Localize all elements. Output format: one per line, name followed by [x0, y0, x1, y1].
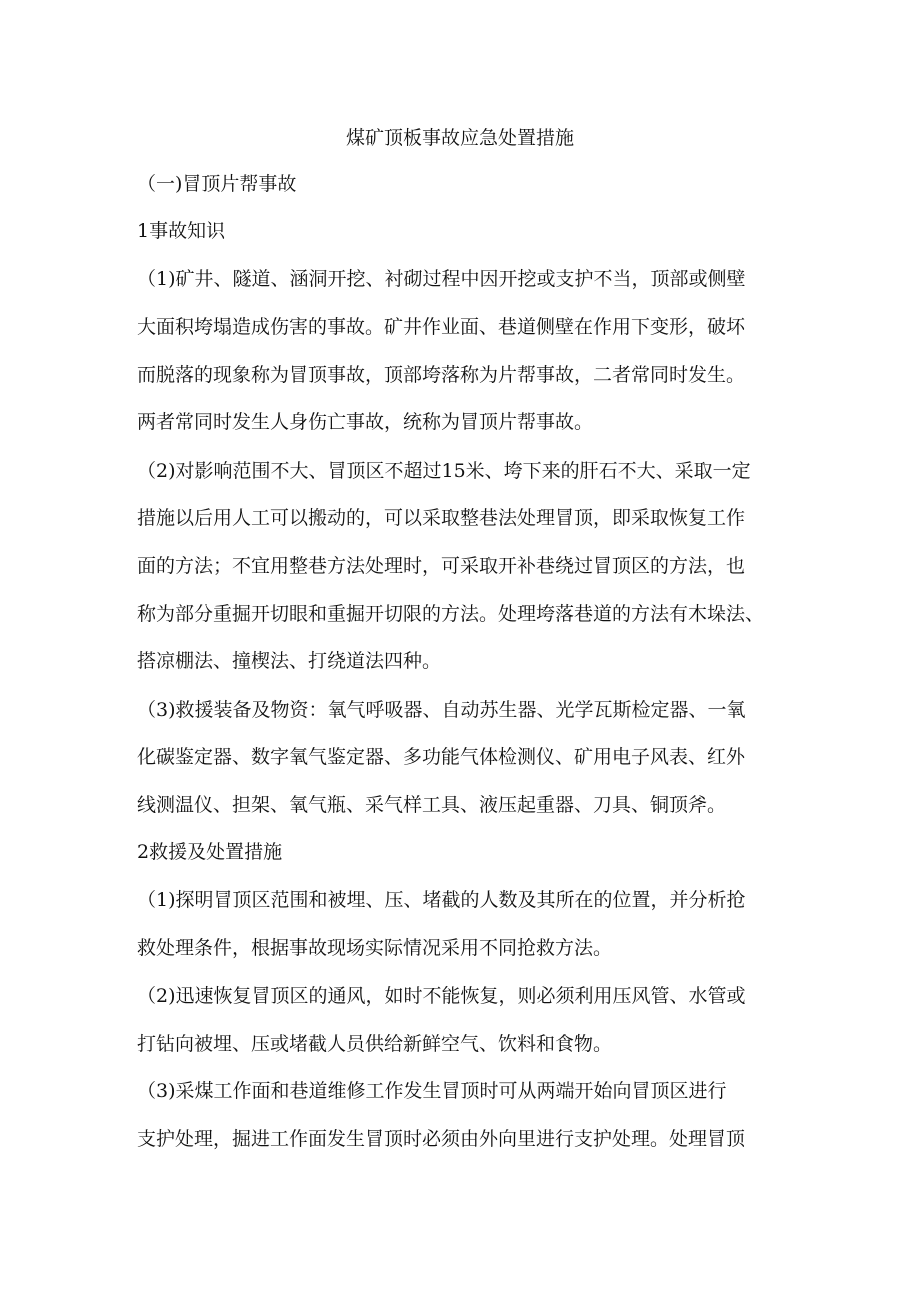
paragraph-line: 称为部分重掘开切眼和重掘开切限的方法。处理垮落巷道的方法有木垛法、 — [137, 603, 765, 625]
section-heading: （一)冒顶片帮事故 — [137, 173, 297, 195]
paragraph-line: 而脱落的现象称为冒顶事故，顶部垮落称为片帮事故，二者常同时发生。 — [137, 364, 746, 386]
paragraph-line: 支护处理，掘进工作面发生冒顶时必须由外向里进行支护处理。处理冒顶 — [137, 1128, 746, 1150]
paragraph-line: 大面积垮塌造成伤害的事故。矿井作业面、巷道侧壁在作用下变形，破坏 — [137, 316, 746, 338]
paragraph-line: （2)对影响范围不大、冒顶区不超过15米、垮下来的肝石不大、采取一定 — [137, 460, 751, 482]
paragraph-line: 线测温仪、担架、氧气瓶、采气样工具、液压起重器、刀具、铜顶斧。 — [137, 794, 727, 816]
paragraph-line: 措施以后用人工可以搬动的，可以采取整巷法处理冒顶，即采取恢复工作 — [137, 507, 746, 529]
paragraph-line: 面的方法；不宜用整巷方法处理时，可采取开补巷绕过冒顶区的方法，也 — [137, 555, 746, 577]
paragraph-line: 搭凉棚法、撞楔法、打绕道法四种。 — [137, 650, 442, 672]
subsection-heading: 1事故知识 — [137, 220, 226, 242]
paragraph-line: 打钻向被埋、压或堵截人员供给新鲜空气、饮料和食物。 — [137, 1033, 613, 1055]
paragraph-line: 化碳鉴定器、数字氧气鉴定器、多功能气体检测仪、矿用电子风表、红外 — [137, 746, 746, 768]
paragraph-line: （1)矿井、隧道、涵洞开挖、衬砌过程中因开挖或支护不当，顶部或侧壁 — [137, 268, 746, 290]
paragraph-line: （3)救援装备及物资：氧气呼吸器、自动苏生器、光学瓦斯检定器、一氧 — [137, 699, 746, 721]
paragraph-line: （1)探明冒顶区范围和被埋、压、堵截的人数及其所在的位置，并分析抢 — [137, 889, 746, 911]
paragraph-line: 救处理条件，根据事故现场实际情况采用不同抢救方法。 — [137, 937, 613, 959]
subsection-heading: 2救援及处置措施 — [137, 841, 283, 863]
paragraph-line: 两者常同时发生人身伤亡事故，统称为冒顶片帮事故。 — [137, 411, 594, 433]
paragraph-line: （3)采煤工作面和巷道维修工作发生冒顶时可从两端开始向冒顶区进行 — [137, 1080, 727, 1102]
paragraph-line: （2)迅速恢复冒顶区的通风，如时不能恢复，则必须利用压风管、水管或 — [137, 985, 746, 1007]
document-title: 煤矿顶板事故应急处置措施 — [345, 127, 574, 149]
